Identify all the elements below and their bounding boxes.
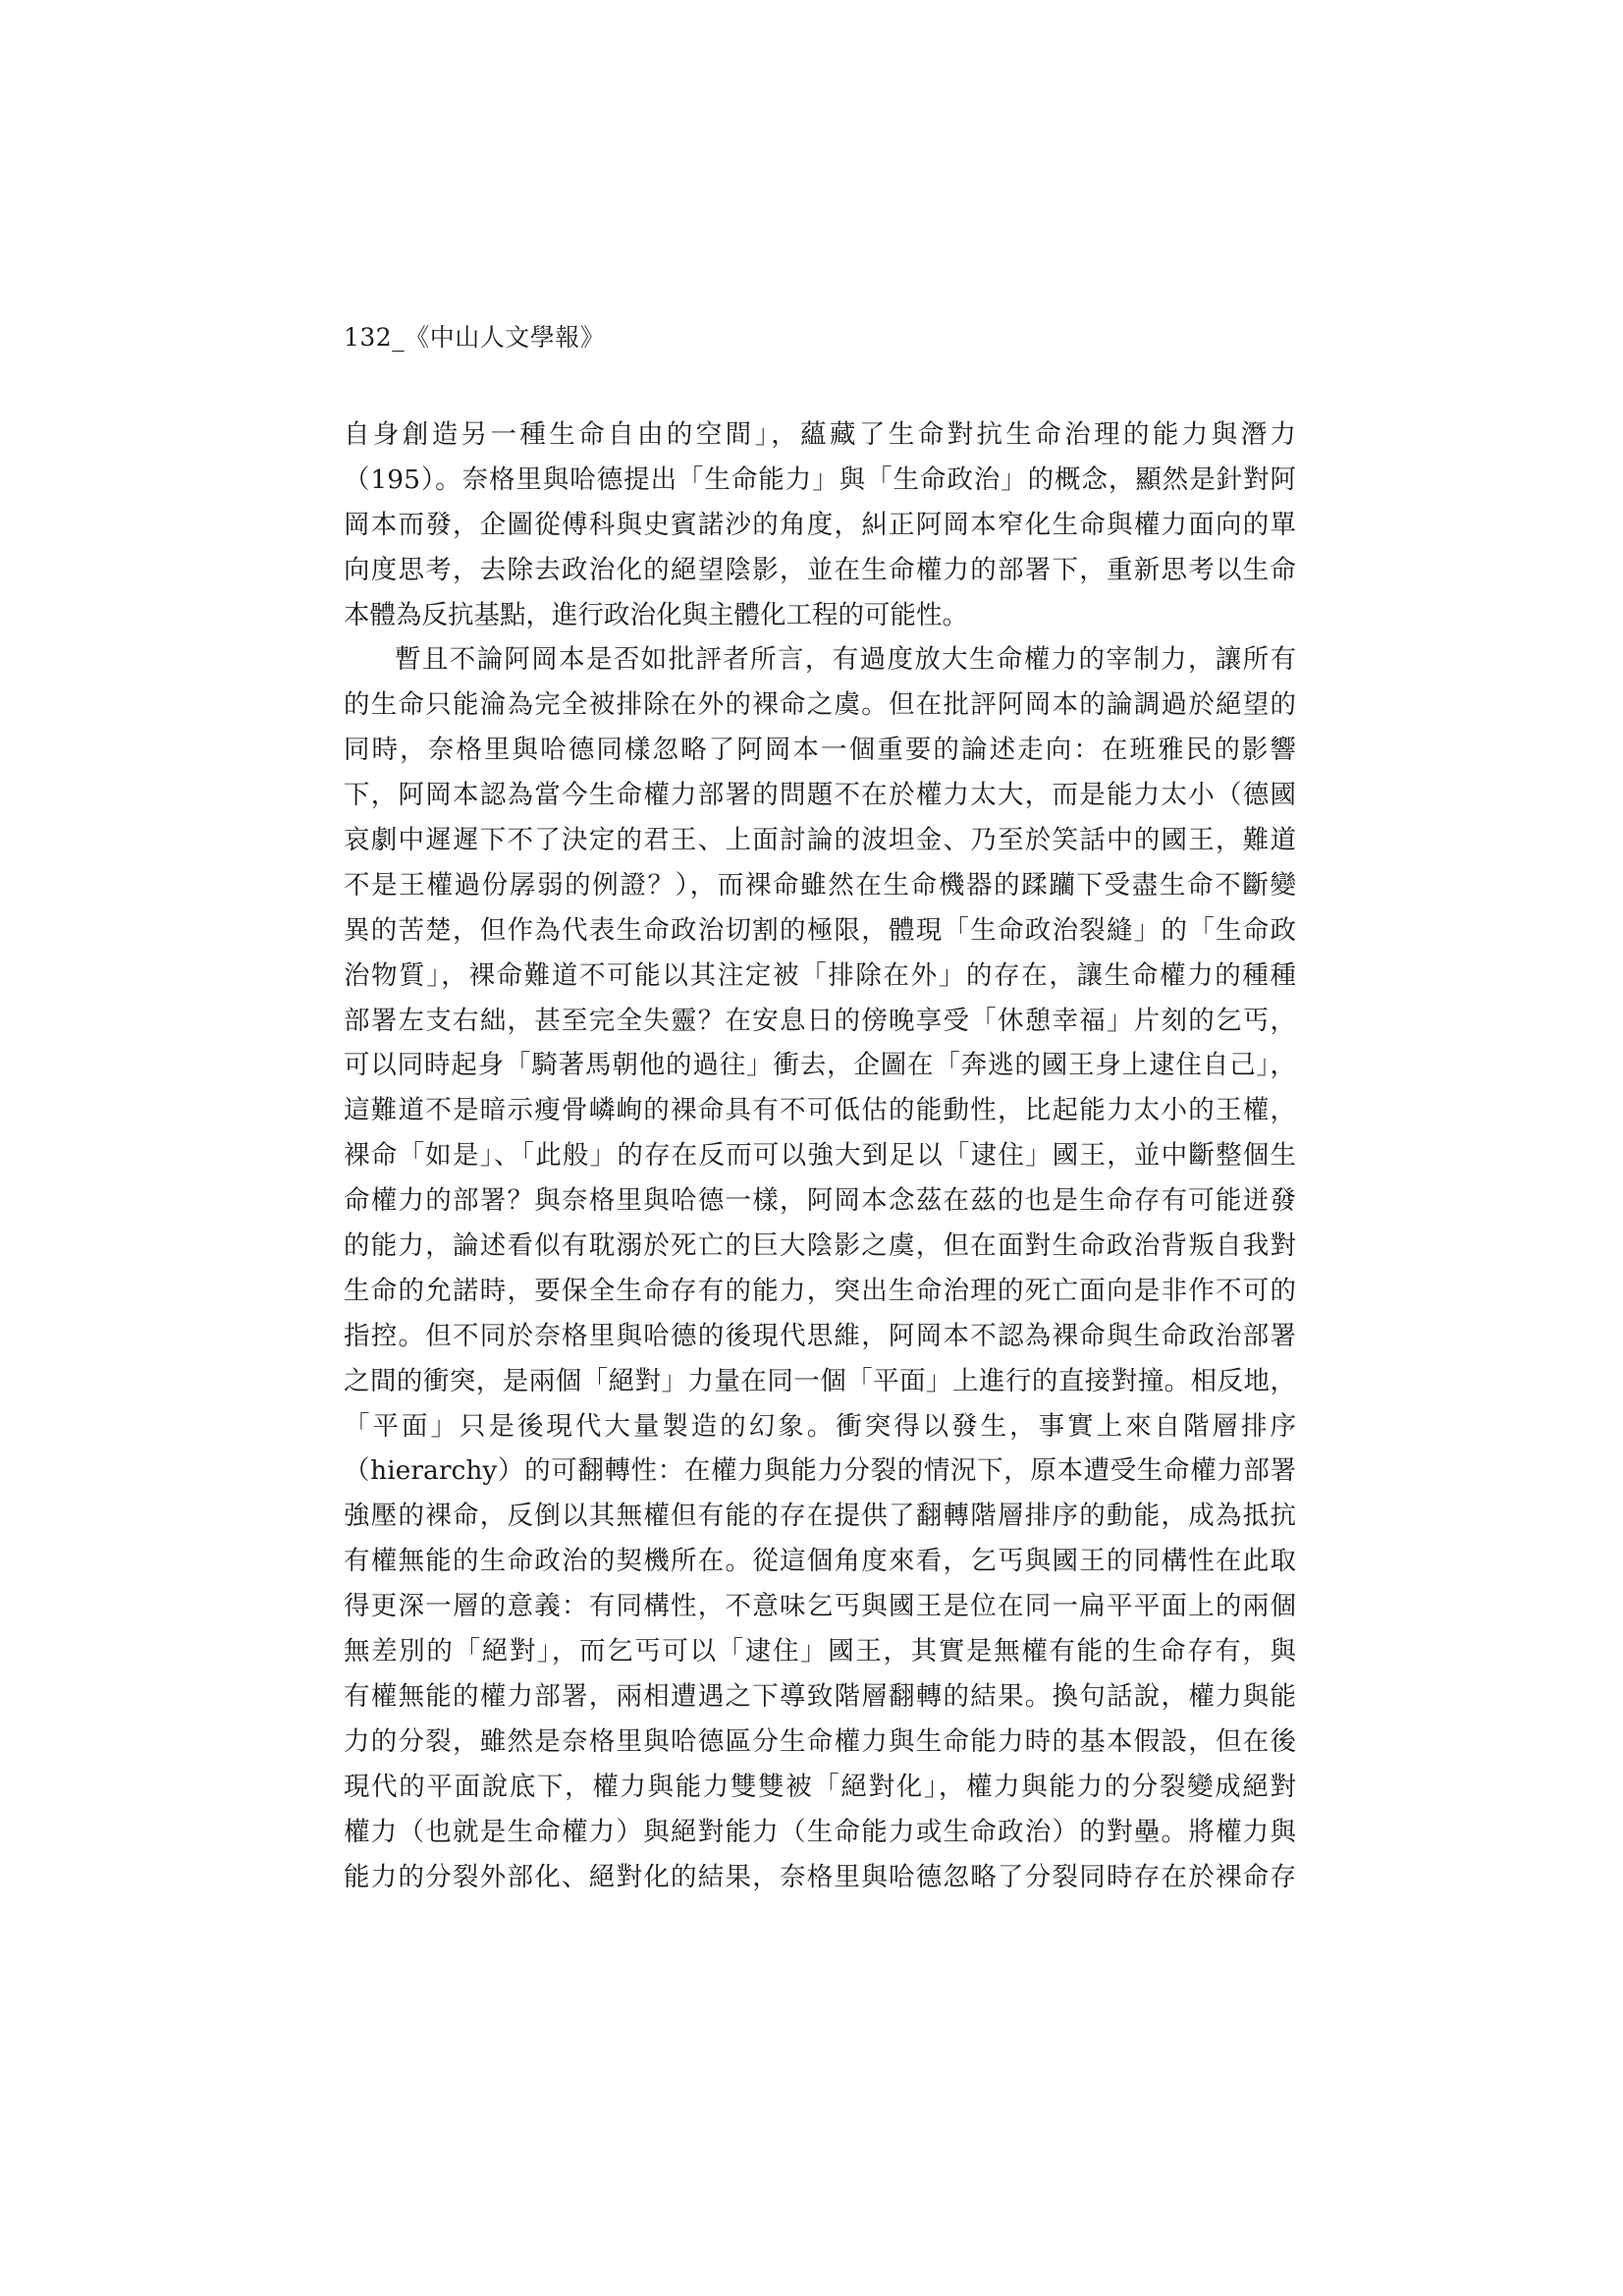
text-line: 得更深一層的意義：有同構性，不意味乞丐與國王是位在同一扁平平面上的兩個 bbox=[344, 1591, 1296, 1622]
text-line: 無差別的「絕對」，而乞丐可以「逮住」國王，其實是無權有能的生命存有，與 bbox=[344, 1636, 1296, 1667]
text-line: 有權無能的權力部署，兩相遭遇之下導致階層翻轉的結果。換句話說，權力與能 bbox=[344, 1680, 1296, 1712]
text-line: 可以同時起身「騎著馬朝他的過往」衝去，企圖在「奔逃的國王身上逮住自己」， bbox=[344, 1050, 1296, 1081]
running-head: 132_《中山人文學報》 bbox=[344, 323, 606, 352]
body-text bbox=[344, 412, 1296, 1899]
text-line: 自身創造另一種生命自由的空間」，蘊藏了生命對抗生命治理的能力與潛力 bbox=[344, 419, 1296, 450]
text-line: 暫且不論阿岡本是否如批評者所言，有過度放大生命權力的宰制力，讓所有 bbox=[395, 644, 1296, 676]
text-line: 的能力，論述看似有耽溺於死亡的巨大陰影之虞，但在面對生命政治背叛自我對 bbox=[344, 1230, 1296, 1262]
text-line: 強壓的裸命，反倒以其無權但有能的存在提供了翻轉階層排序的動能，成為抵抗 bbox=[344, 1501, 1296, 1532]
text-line: 同時，奈格里與哈德同樣忽略了阿岡本一個重要的論述走向：在班雅民的影響 bbox=[344, 735, 1296, 766]
text-line: 「平面」只是後現代大量製造的幻象。衝突得以發生，事實上來自階層排序 bbox=[344, 1410, 1296, 1442]
text-line: 哀劇中遲遲下不了決定的君王、上面討論的波坦金、乃至於笑話中的國王，難道 bbox=[344, 825, 1296, 856]
text-line: 異的苦楚，但作為代表生命政治切割的極限，體現「生命政治裂縫」的「生命政 bbox=[344, 914, 1296, 946]
text-line: 權力（也就是生命權力）與絕對能力（生命能力或生命政治）的對壘。將權力與 bbox=[344, 1816, 1296, 1847]
text-line: 力的分裂，雖然是奈格里與哈德區分生命權力與生命能力時的基本假設，但在後 bbox=[344, 1725, 1296, 1757]
text-line: 裸命「如是」、「此般」的存在反而可以強大到足以「逮住」國王，並中斷整個生 bbox=[344, 1140, 1296, 1172]
text-line: （195）。奈格里與哈德提出「生命能力」與「生命政治」的概念，顯然是針對阿 bbox=[344, 464, 1296, 495]
text-line: 部署左支右絀，甚至完全失靈？在安息日的傍晚享受「休憩幸福」片刻的乞丐， bbox=[344, 1005, 1296, 1036]
paragraph bbox=[344, 637, 1296, 1899]
text-line: 下，阿岡本認為當今生命權力部署的問題不在於權力太大，而是能力太小（德國 bbox=[344, 780, 1296, 811]
text-line: 有權無能的生命政治的契機所在。從這個角度來看，乞丐與國王的同構性在此取 bbox=[344, 1546, 1296, 1577]
text-line: 指控。但不同於奈格里與哈德的後現代思維，阿岡本不認為裸命與生命政治部署 bbox=[344, 1320, 1296, 1351]
text-line: 的生命只能淪為完全被排除在外的裸命之虞。但在批評阿岡本的論調過於絕望的 bbox=[344, 689, 1296, 721]
text-line: 生命的允諾時，要保全生命存有的能力，突出生命治理的死亡面向是非作不可的 bbox=[344, 1275, 1296, 1306]
paragraph-continued bbox=[344, 412, 1296, 637]
text-line: 之間的衝突，是兩個「絕對」力量在同一個「平面」上進行的直接對撞。相反地， bbox=[344, 1365, 1296, 1396]
text-line: 不是王權過份孱弱的例證？），而裸命雖然在生命機器的蹂躪下受盡生命不斷變 bbox=[344, 869, 1296, 901]
text-line: 命權力的部署？與奈格里與哈德一樣，阿岡本念茲在茲的也是生命存有可能迸發 bbox=[344, 1185, 1296, 1217]
text-line: 能力的分裂外部化、絕對化的結果，奈格里與哈德忽略了分裂同時存在於裸命存 bbox=[344, 1861, 1296, 1892]
text-line: 向度思考，去除去政治化的絕望陰影，並在生命權力的部署下，重新思考以生命 bbox=[344, 554, 1296, 585]
text-line: 這難道不是暗示瘦骨嶙峋的裸命具有不可低估的能動性，比起能力太小的王權， bbox=[344, 1095, 1296, 1126]
text-line: 本體為反抗基點，進行政治化與主體化工程的可能性。 bbox=[344, 599, 968, 630]
text-line: （hierarchy）的可翻轉性：在權力與能力分裂的情況下，原本遭受生命權力部署 bbox=[344, 1455, 1296, 1487]
text-line: 岡本而發，企圖從傅科與史賓諾沙的角度，糾正阿岡本窄化生命與權力面向的單 bbox=[344, 509, 1296, 540]
text-line: 現代的平面說底下，權力與能力雙雙被「絕對化」，權力與能力的分裂變成絕對 bbox=[344, 1771, 1296, 1802]
text-line: 治物質」，裸命難道不可能以其注定被「排除在外」的存在，讓生命權力的種種 bbox=[344, 959, 1296, 991]
